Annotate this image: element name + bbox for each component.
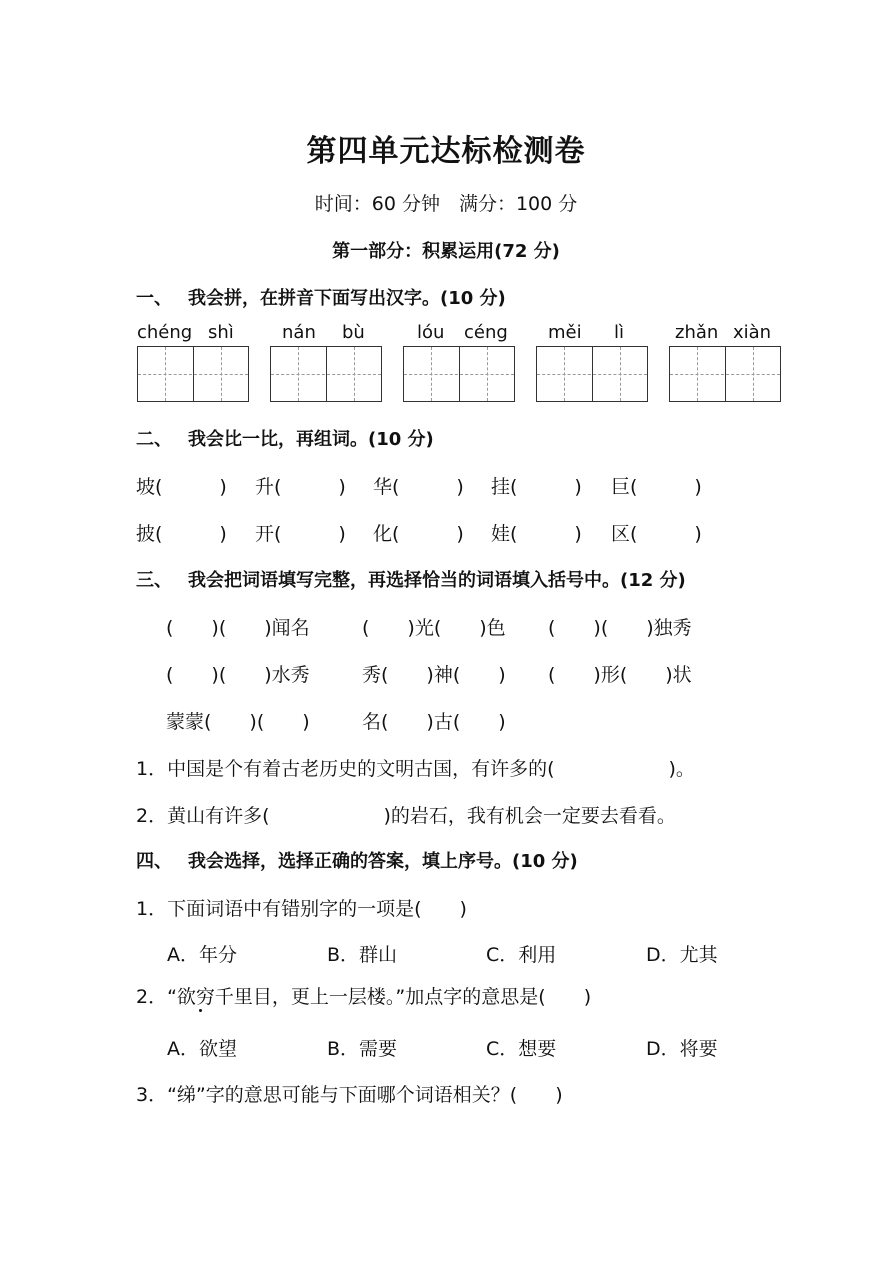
writing-grid[interactable] [403, 346, 515, 402]
compare-item: 坡( ) [136, 476, 227, 498]
compare-item: 挂( ) [491, 476, 582, 498]
compare-item: 华( ) [373, 476, 464, 498]
compare-item: 披( ) [136, 523, 227, 545]
question-1-heading [136, 284, 506, 310]
question-number: 四、 [136, 851, 172, 872]
option-d: D．尤其 [646, 944, 718, 966]
option-c: C．利用 [486, 944, 557, 966]
writing-grid[interactable] [270, 346, 382, 402]
choice-question-2: 2．“欲穷千里目，更上一层楼。”加点字的意思是( ) [136, 986, 592, 1008]
option-a: A．年分 [167, 944, 237, 966]
idiom-blank: ( )形( )状 [548, 664, 692, 686]
writing-grid[interactable] [536, 346, 648, 402]
pinyin-syllable: bù [342, 322, 365, 343]
question-number: 三、 [136, 570, 172, 591]
writing-grid[interactable] [669, 346, 781, 402]
compare-item: 巨( ) [611, 476, 702, 498]
question-4-heading [136, 847, 578, 873]
option-c: C．想要 [486, 1038, 557, 1060]
sentence-1: 1．中国是个有着古老历史的文明古国，有许多的( )。 [136, 758, 695, 780]
writing-grid[interactable] [137, 346, 249, 402]
pinyin-syllable: měi [548, 322, 582, 343]
question-text: 我会比一比，再组词。(10 分) [188, 429, 434, 450]
option-b: B．需要 [327, 1038, 398, 1060]
compare-item: 开( ) [255, 523, 346, 545]
option-b: B．群山 [327, 944, 398, 966]
idiom-blank: ( )( )水秀 [166, 664, 310, 686]
question-number: 二、 [136, 429, 172, 450]
choice-question-1: 1．下面词语中有错别字的一项是( ) [136, 898, 467, 920]
question-text: 我会选择，选择正确的答案，填上序号。(10 分) [188, 851, 578, 872]
pinyin-syllable: shì [208, 322, 234, 343]
option-d: D．将要 [646, 1038, 718, 1060]
question-text: 我会把词语填写完整，再选择恰当的词语填入括号中。(12 分) [188, 570, 686, 591]
pinyin-syllable: zhǎn [675, 322, 719, 343]
pinyin-syllable: céng [464, 322, 508, 343]
idiom-blank: ( )( )闻名 [166, 617, 310, 639]
pinyin-syllable: nán [282, 322, 316, 343]
exam-info: 时间：60 分钟 满分：100 分 [314, 193, 578, 215]
sentence-2: 2．黄山有许多( )的岩石，我有机会一定要去看看。 [136, 805, 676, 827]
pinyin-syllable: lóu [417, 322, 445, 343]
idiom-blank: ( )光( )色 [362, 617, 506, 639]
question-2-heading [136, 425, 434, 451]
compare-item: 区( ) [611, 523, 702, 545]
pinyin-syllable: chéng [137, 322, 193, 343]
compare-item: 升( ) [255, 476, 346, 498]
idiom-blank: 蒙蒙( )( ) [166, 711, 310, 733]
question-number: 一、 [136, 288, 172, 309]
question-3-heading [136, 566, 686, 592]
pinyin-syllable: xiàn [733, 322, 772, 343]
question-text: 我会拼，在拼音下面写出汉字。(10 分) [188, 288, 506, 309]
compare-item: 娃( ) [491, 523, 582, 545]
idiom-blank: 名( )古( ) [362, 711, 506, 733]
option-a: A．欲望 [167, 1038, 237, 1060]
page-title: 第四单元达标检测卷 [306, 134, 586, 169]
compare-item: 化( ) [373, 523, 464, 545]
idiom-blank: ( )( )独秀 [548, 617, 692, 639]
idiom-blank: 秀( )神( ) [362, 664, 506, 686]
choice-question-3: 3．“绨”字的意思可能与下面哪个词语相关？( ) [136, 1084, 563, 1106]
emphasis-dot [199, 1009, 202, 1012]
pinyin-syllable: lì [614, 322, 625, 343]
part-heading: 第一部分：积累运用(72 分) [332, 241, 560, 262]
